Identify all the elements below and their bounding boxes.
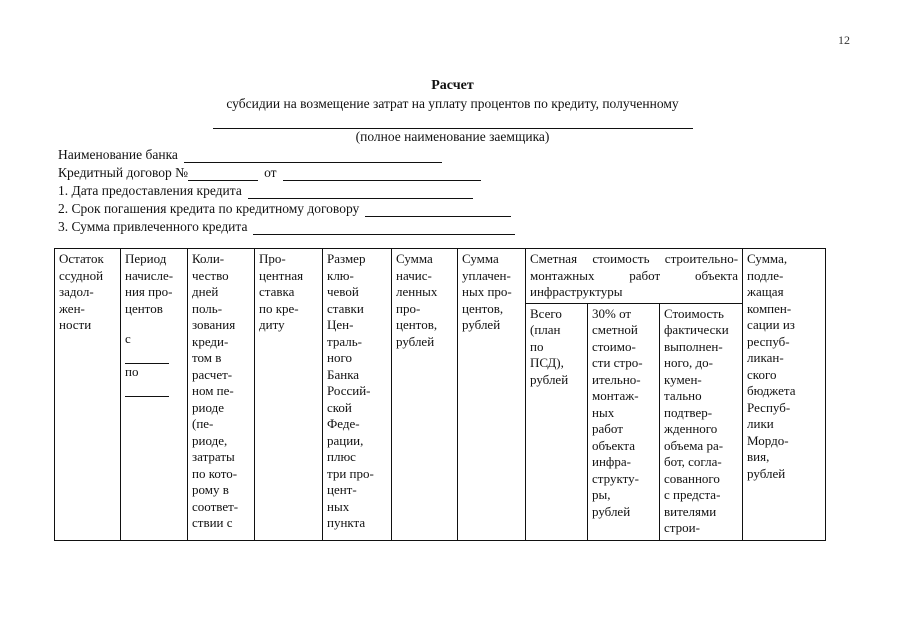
contract-label: Кредитный договор № (58, 165, 189, 180)
bank-name-label: Наименование банка (58, 147, 178, 162)
date-issued-blank[interactable] (248, 186, 473, 199)
page-number: 12 (838, 33, 850, 47)
date-issued-label: 1. Дата предоставления кредита (58, 183, 242, 198)
contract-number-blank[interactable] (188, 168, 258, 181)
col-paid-header: Сумма уплачен- ных про- центов, рублей (458, 249, 526, 541)
sub-actual-cost-header: Стоимость фактически выполнен- ного, до- кумен- тально подтвер- жденного объема ра- бот, согла- сованного с предста- вителями строи- (660, 303, 743, 540)
repayment-field (58, 201, 511, 217)
contract-field (58, 165, 481, 181)
calculation-table (54, 248, 826, 541)
col-accrued-header: Сумма начис- ленных про- центов, рублей (392, 249, 458, 541)
col-rate-header: Про- центная ставка по кре- диту (255, 249, 323, 541)
document-title: Расчет (431, 78, 474, 93)
col-balance-header: Остаток ссудной задол- жен- ности (55, 249, 121, 541)
sub-total-header: Всего (план по ПСД), рублей (526, 303, 588, 540)
period-to-blank[interactable] (125, 386, 169, 397)
borrower-caption: (полное наименование заемщика) (355, 129, 550, 144)
sub-30pct-header: 30% от сметной стоимо- сти стро- ительно- монтаж- ных работ объекта инфра- структу- ры, рублей (588, 303, 660, 540)
date-issued-field (58, 183, 473, 199)
period-to-label: по (125, 364, 139, 379)
amount-blank[interactable] (253, 222, 515, 235)
amount-field (58, 219, 515, 235)
col-days-header: Коли- чество дней поль- зования креди- том в расчет- ном пе- риоде (пе- риоде, затраты по кото- рому в соответ- ствии с (188, 249, 255, 541)
estimate-group-header: Сметная стоимость строительно-монтажных работ объекта инфраструктуры (526, 249, 743, 304)
period-from-blank[interactable] (125, 353, 169, 364)
col-period-header (121, 249, 188, 541)
col-key-rate-header: Размер клю- чевой ставки Цен- траль- ного Банка Россий- ской Феде- рации, плюс три про- цент- ных пункта (323, 249, 392, 541)
col-compensation-header: Сумма, подле- жащая компен- сации из респуб- ликан- ского бюджета Респуб- лики Мордо- вия, рублей (743, 249, 826, 541)
period-label: Период начисле- ния про- центов (125, 251, 174, 316)
bank-name-blank[interactable] (184, 150, 442, 163)
repayment-label: 2. Срок погашения кредита по кредитному договору (58, 201, 360, 216)
contract-date-blank[interactable] (283, 168, 481, 181)
period-from-label: с (125, 331, 131, 346)
contract-from-label: от (264, 165, 277, 180)
repayment-blank[interactable] (365, 204, 511, 217)
document-subtitle: субсидии на возмещение затрат на уплату процентов по кредиту, полученному (226, 96, 679, 111)
amount-label: 3. Сумма привлеченного кредита (58, 219, 248, 234)
bank-name-field (58, 147, 442, 163)
